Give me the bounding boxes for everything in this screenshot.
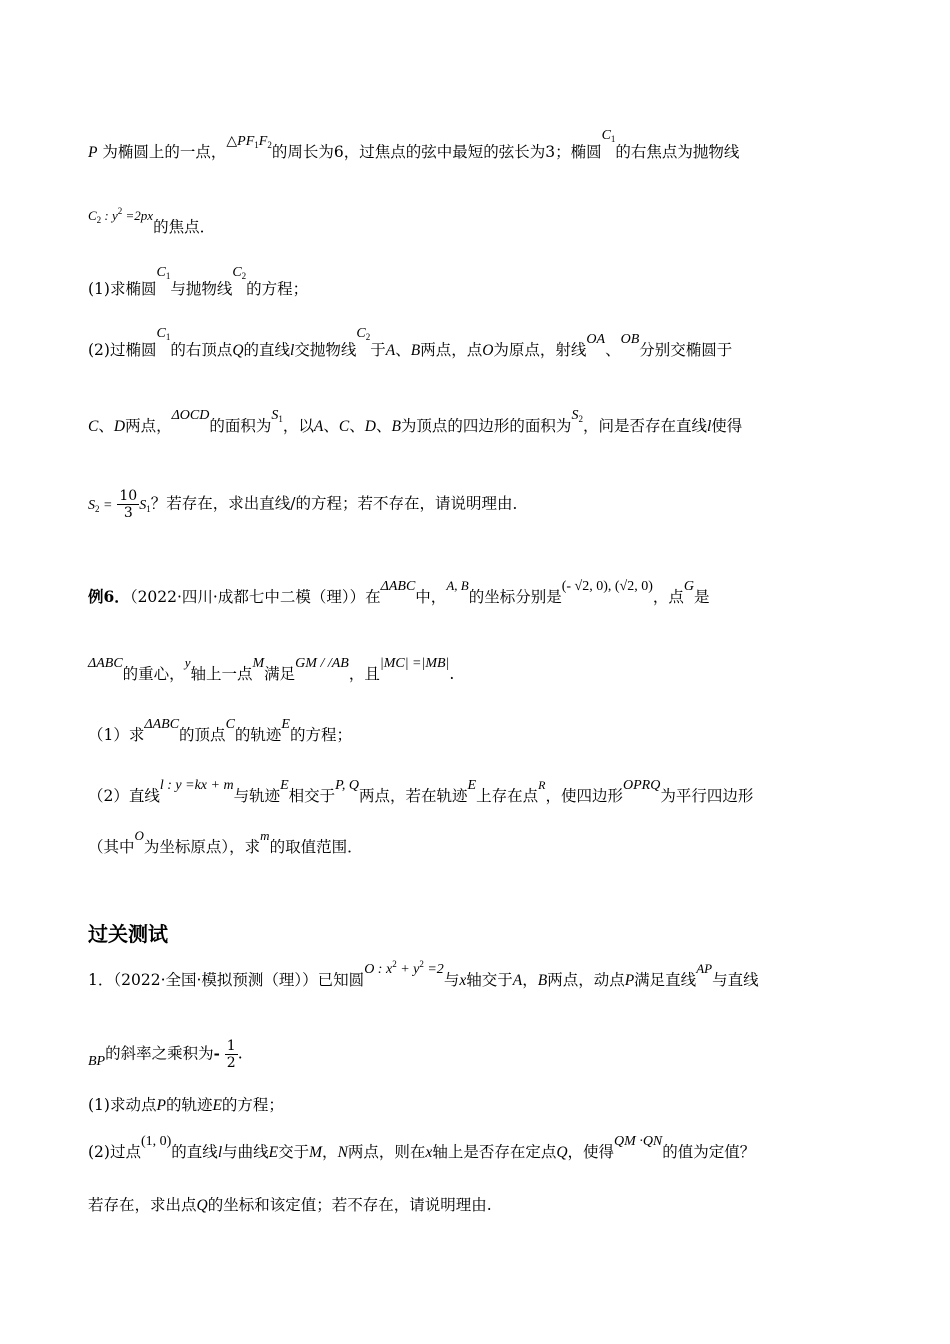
fraction-10-3: $\frac{10}{3}$ (119, 488, 138, 521)
ellipse-c1-symbol: $C_1$ (601, 128, 616, 144)
example-6-question-1: （1）求ΔABC的顶点C的轨迹E的方程； (88, 717, 352, 744)
triangle-pf1f2: $\triangle PF_1F_2$ (226, 134, 272, 150)
test-1-question-2: (2)过点(1, 0)的直线l与曲线E交于M，N两点，则在x轴上是否存在定点Q，使得QM ·QN的值为定值？ (88, 1134, 756, 1161)
test-1-question-1: (1)求动点P的轨迹E的方程； (88, 1096, 284, 1114)
question-2-cont: C、D两点，ΔOCD的面积为$S_1$，以A、C、D、B为顶点的四边形的面积为$S_2$，问是否存在直线l使得 (88, 408, 743, 435)
question-1: (1)求椭圆$C_1$与抛物线$C_2$的方程； (88, 265, 309, 298)
parabola-equation: C2 : y2 =2px (88, 206, 154, 225)
test-1-question-2-cont: 若存在，求出点Q的坐标和该定值；若不存在，请说明理由. (88, 1196, 492, 1214)
example-6-question-2: （2）直线l : y =kx + m与轨迹E相交于P, Q两点，若在轨迹E上存在点$^R$，使四边形OPRQ为平行四边形 (88, 778, 754, 805)
circle-equation: O : $x^2 + y^2 =2$ (364, 959, 444, 977)
example-6-question-2-cont: （其中$^O$为坐标原点），求$^m$的取值范围． (88, 828, 363, 856)
question-2: (2)过椭圆$C_1$的右顶点Q的直线l交抛物线$C_2$于A、B两点，点O为原点，射线OA、OB分别交椭圆于 (88, 326, 733, 359)
problem-line-2: $^{C_2 : y^2 =2px}$的焦点． (88, 206, 216, 236)
test-1-line-2: BP的斜率之乘积为- $\frac{1}{2}$ . (88, 1038, 243, 1071)
question-2-equation: $S_2$ = $\frac{10}{3}$ $S_1$？若存在，求出直线/的方程；若不存在，请说明理由． (88, 488, 528, 521)
section-title: 过关测试 (88, 922, 168, 946)
example-6-header: 例6．（2022·四川·成都七中二模（理））在ΔABC中，$^{A, B}$的坐标分别是(- √2, 0), (√2, 0)，点G是 (88, 578, 710, 606)
problem-line-1: P 为椭圆上的一点，$\triangle PF_1F_2$的周长为6，过焦点的弦中最短的弦长为3；椭圆$C_1$的右焦点为抛物线 (88, 128, 740, 161)
example-6-line-2: ΔABC的重心，$^y$轴上一点M满足GM / /AB，且|MC| =|MB|. (88, 655, 455, 683)
fraction-1-2: $\frac{1}{2}$ (226, 1038, 236, 1071)
test-1-line-1: 1．（2022·全国·模拟预测（理））已知圆O : $x^2 + y^2 =2$与x轴交于A，B两点，动点P满足直线$^{AP}$与直线 (88, 959, 759, 989)
